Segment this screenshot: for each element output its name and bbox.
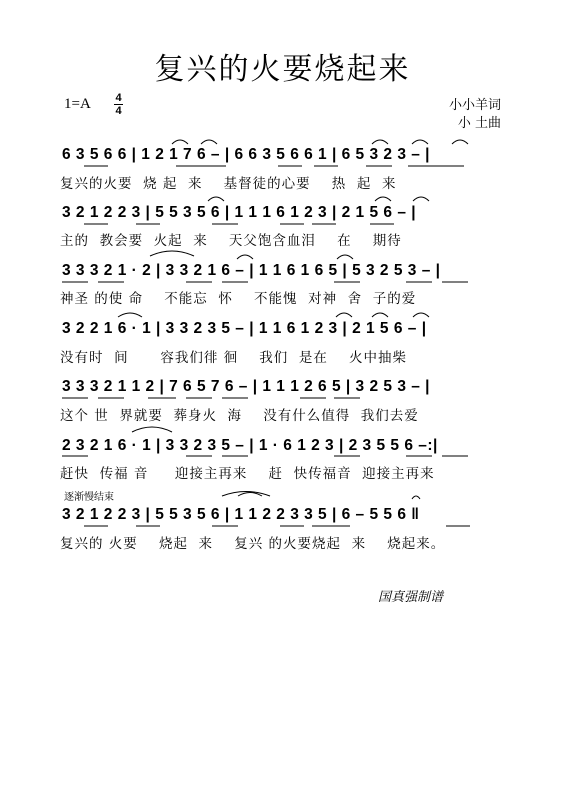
expression-mark: 逐渐慢结束 [64,492,114,503]
lyrics-row-2: 主的 教会要 火起 来 天父饱含血泪 在 期待 [60,233,402,249]
notation-row-4: 3 2 2 1 6 · 1 | 3 3 2 3 5 – | 1 1 6 1 2 3 | 2 1 5 6 – | [62,320,427,337]
slur-mark [452,140,468,144]
slur-mark [412,140,428,144]
lyrics-row-5: 这个 世 界就要 葬身火 海 没有什么值得 我们去爱 [60,408,419,424]
lyrics-row-4: 没有时 间 容我们徘 徊 我们 是在 火中抽柴 [60,350,408,366]
slur-mark [201,140,217,144]
slur-mark [118,313,142,317]
slur-mark [372,313,388,317]
slur-mark [413,313,429,317]
time-signature-bottom: 4 [115,105,122,117]
notation-row-1: 6 3 5 6 6 | 1 2 1 7 6 – | 6 6 3 5 6 6 1 | 6 5 3 2 3 – | [62,146,431,163]
key-signature: 1=A [64,96,91,112]
slur-mark [222,492,270,497]
slur-mark [172,140,188,144]
slur-mark [238,493,262,497]
lyrics-row-7: 复兴的 火要 烧起 来 复兴 的火要烧起 来 烧起来。 [60,536,446,552]
notation-row-3: 3 3 3 2 1 · 2 | 3 3 2 1 6 – | 1 1 6 1 6 5 | 5 3 2 5 3 – | [62,262,441,279]
notation-row-6: 2 3 2 1 6 · 1 | 3 3 2 3 5 – | 1 · 6 1 2 3 | 2 3 5 5 6 –:| [62,437,438,454]
notation-row-5: 3 3 3 2 1 1 2 | 7 6 5 7 6 – | 1 1 1 2 6 5 | 3 2 5 3 – | [62,378,431,395]
slur-mark [413,197,429,201]
slur-mark [337,255,353,259]
slur-mark [372,140,388,144]
slur-mark [132,427,172,432]
lyrics-row-1: 复兴的火要 烧 起 来 基督徒的心要 热 起 来 [60,176,397,192]
slur-mark [237,255,253,259]
notation-row-7: 3 2 1 2 2 3 | 5 5 3 5 6 | 1 1 2 2 3 3 5 | 6 – 5 5 6 ‖ [62,506,420,523]
transcriber-credit: 国真强制谱 [378,590,444,605]
notation-row-2: 3 2 1 2 2 3 | 5 5 3 5 6 | 1 1 1 6 1 2 3 | 2 1 5 6 – | [62,204,417,221]
composer-credit: 小 土曲 [457,116,501,131]
slur-mark [150,251,194,256]
song-title: 复兴的火要烧起来 [154,52,411,87]
time-signature-top: 4 [115,92,122,104]
fermata-mark [412,496,420,499]
lyricist-credit: 小小羊词 [448,98,501,113]
slur-mark [336,313,352,317]
lyrics-row-3: 神圣 的使 命 不能忘 怀 不能愧 对神 舍 子的爱 [60,291,417,307]
time-signature [114,92,123,117]
slur-mark [208,197,224,201]
slur-mark [375,197,391,201]
lyrics-row-6: 赶快 传福 音 迎接主再来 赶 快传福音 迎接主再来 [60,466,435,482]
